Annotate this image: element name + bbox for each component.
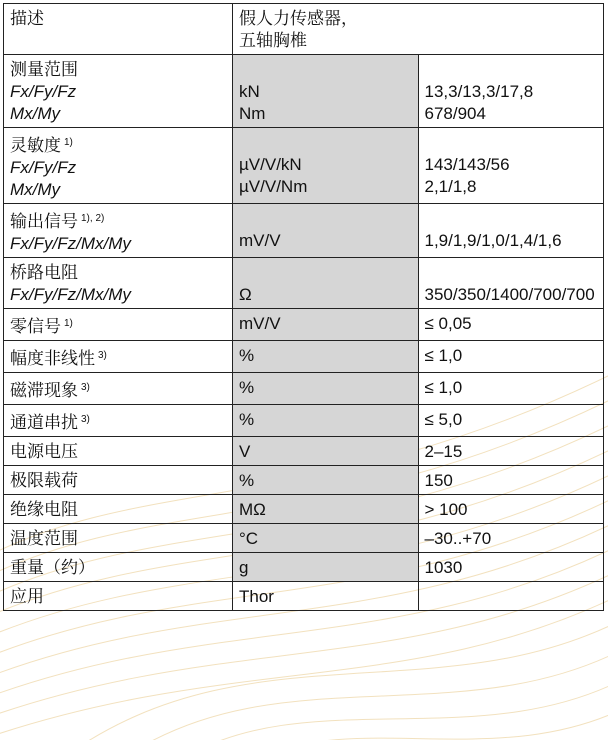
table-row xyxy=(4,309,604,341)
table-row xyxy=(4,128,604,204)
row-label-cell xyxy=(4,553,233,582)
row-unit: % xyxy=(239,471,255,490)
row-unit: kN xyxy=(239,82,260,101)
header-value-cell xyxy=(233,4,604,55)
row-label: 磁滞现象 xyxy=(10,381,78,400)
table-row xyxy=(4,524,604,553)
row-unit: °C xyxy=(239,529,259,548)
header-value-line2: 五轴胸椎 xyxy=(239,31,307,50)
row-footnote: 1), 2) xyxy=(81,213,105,224)
row-value: 150 xyxy=(424,471,453,490)
row-value-cell xyxy=(418,582,604,611)
row-label: 通道串扰 xyxy=(10,413,78,432)
row-unit: Ω xyxy=(239,285,252,304)
row-unit: g xyxy=(239,558,249,577)
row-value: –30..+70 xyxy=(424,529,492,548)
row-label: 电源电压 xyxy=(10,442,78,461)
row-value: 350/350/1400/700/700 xyxy=(424,285,595,304)
table-row xyxy=(4,553,604,582)
row-label-cell xyxy=(4,466,233,495)
table-row xyxy=(4,55,604,128)
row-value-cell xyxy=(418,258,604,309)
row-value-cell xyxy=(418,495,604,524)
row-label: 温度范围 xyxy=(10,529,78,548)
row-value-cell xyxy=(418,128,604,204)
row-label: 灵敏度 xyxy=(10,136,61,155)
row-value: 1030 xyxy=(424,558,463,577)
row-unit-cell xyxy=(233,309,419,341)
table-row xyxy=(4,373,604,405)
row-value: 2,1/1,8 xyxy=(424,177,477,196)
row-footnote: 1) xyxy=(64,318,73,329)
row-value: > 100 xyxy=(424,500,468,519)
row-unit: MΩ xyxy=(239,500,266,519)
row-sublabel: Mx/My xyxy=(10,180,61,199)
row-label-cell xyxy=(4,437,233,466)
row-unit-cell xyxy=(233,341,419,373)
row-label-cell xyxy=(4,405,233,437)
row-unit: µV/V/Nm xyxy=(239,177,308,196)
row-unit-cell xyxy=(233,524,419,553)
row-footnote: 3) xyxy=(98,350,107,361)
row-value: ≤ 1,0 xyxy=(424,378,463,397)
row-application-cell xyxy=(233,582,419,611)
row-sublabel: Fx/Fy/Fz xyxy=(10,82,77,101)
row-label: 幅度非线性 xyxy=(10,349,95,368)
row-label: 重量（约） xyxy=(10,558,95,577)
row-value-cell xyxy=(418,553,604,582)
table-row xyxy=(4,466,604,495)
row-label-cell xyxy=(4,495,233,524)
sensor-spec-table xyxy=(3,3,604,611)
row-unit: µV/V/kN xyxy=(239,155,302,174)
table-row xyxy=(4,582,604,611)
row-unit-cell xyxy=(233,258,419,309)
row-value-cell xyxy=(418,341,604,373)
header-label: 描述 xyxy=(10,9,44,28)
row-unit: mV/V xyxy=(239,314,281,333)
row-value-cell xyxy=(418,405,604,437)
row-unit-cell xyxy=(233,204,419,258)
header-label-cell xyxy=(4,4,233,55)
row-sublabel: Fx/Fy/Fz/Mx/My xyxy=(10,234,131,253)
row-application: Thor xyxy=(239,587,274,606)
row-label-cell xyxy=(4,204,233,258)
table-row-header xyxy=(4,4,604,55)
row-unit-cell xyxy=(233,466,419,495)
row-value: 13,3/13,3/17,8 xyxy=(424,82,534,101)
row-value: 678/904 xyxy=(424,104,486,123)
row-footnote: 1) xyxy=(64,137,73,148)
header-value-line1: 假人力传感器， xyxy=(239,9,358,28)
row-unit-cell xyxy=(233,55,419,128)
row-value-cell xyxy=(418,309,604,341)
row-value: 1,9/1,9/1,0/1,4/1,6 xyxy=(424,231,562,250)
row-sublabel: Fx/Fy/Fz xyxy=(10,158,77,177)
row-value-cell xyxy=(418,204,604,258)
row-unit-cell xyxy=(233,373,419,405)
row-label-cell xyxy=(4,582,233,611)
row-value-cell xyxy=(418,466,604,495)
row-value: ≤ 5,0 xyxy=(424,410,463,429)
row-unit-cell xyxy=(233,553,419,582)
row-unit-cell xyxy=(233,128,419,204)
row-value-cell xyxy=(418,55,604,128)
row-value: ≤ 1,0 xyxy=(424,346,463,365)
row-value-cell xyxy=(418,373,604,405)
row-sublabel: Fx/Fy/Fz/Mx/My xyxy=(10,285,131,304)
table-row xyxy=(4,258,604,309)
row-label: 桥路电阻 xyxy=(10,263,78,282)
row-unit-cell xyxy=(233,495,419,524)
table-row xyxy=(4,405,604,437)
row-label: 输出信号 xyxy=(10,212,78,231)
row-label: 极限载荷 xyxy=(10,471,78,490)
row-label: 测量范围 xyxy=(10,60,78,79)
row-unit: V xyxy=(239,442,251,461)
row-value: 143/143/56 xyxy=(424,155,510,174)
row-value: 2–15 xyxy=(424,442,463,461)
row-label-cell xyxy=(4,373,233,405)
row-value: ≤ 0,05 xyxy=(424,314,472,333)
row-unit: % xyxy=(239,410,255,429)
row-label-cell xyxy=(4,524,233,553)
row-unit-cell xyxy=(233,405,419,437)
table-row xyxy=(4,341,604,373)
row-label-cell xyxy=(4,258,233,309)
table-row xyxy=(4,495,604,524)
row-label: 应用 xyxy=(10,587,44,606)
row-label: 绝缘电阻 xyxy=(10,500,78,519)
row-label-cell xyxy=(4,128,233,204)
row-sublabel: Mx/My xyxy=(10,104,61,123)
row-unit: % xyxy=(239,346,255,365)
row-unit: % xyxy=(239,378,255,397)
row-value-cell xyxy=(418,524,604,553)
row-label-cell xyxy=(4,309,233,341)
table-row xyxy=(4,204,604,258)
row-unit: Nm xyxy=(239,104,266,123)
row-value-cell xyxy=(418,437,604,466)
row-label-cell xyxy=(4,341,233,373)
row-label-cell xyxy=(4,55,233,128)
row-footnote: 3) xyxy=(81,414,90,425)
row-footnote: 3) xyxy=(81,382,90,393)
row-unit: mV/V xyxy=(239,231,281,250)
row-label: 零信号 xyxy=(10,317,61,336)
row-unit-cell xyxy=(233,437,419,466)
table-row xyxy=(4,437,604,466)
